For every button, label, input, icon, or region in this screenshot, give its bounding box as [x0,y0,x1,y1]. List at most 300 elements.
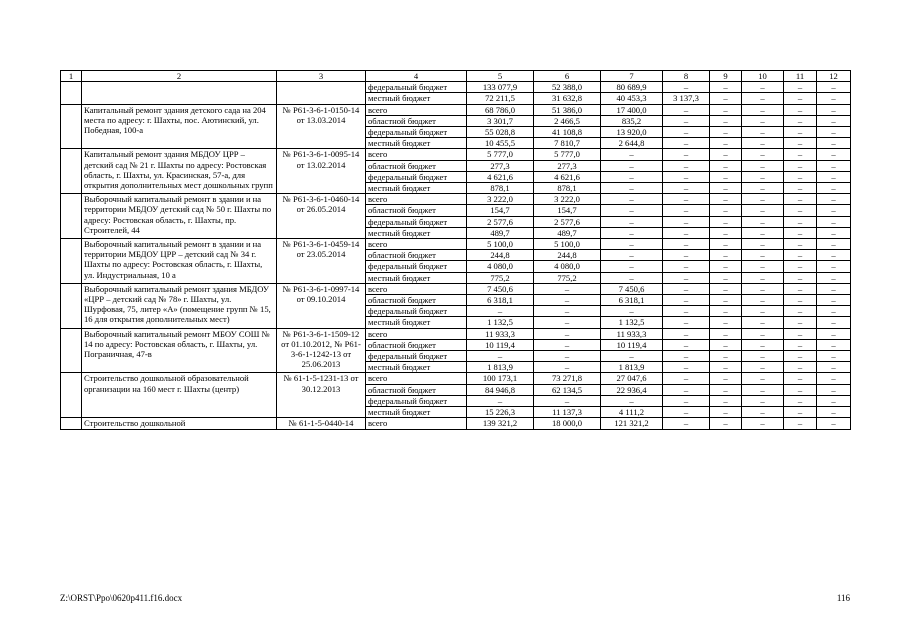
amount-cell: – [817,239,851,250]
amount-cell: – [534,317,601,328]
amount-cell: 10 119,4 [601,339,663,350]
amount-cell: – [817,407,851,418]
amount-cell: – [784,93,817,104]
amount-cell: – [601,216,663,227]
document-number-cell: № 61-1-5-1231-13 от 30.12.2013 [277,373,366,418]
amount-cell: – [663,115,710,126]
amount-cell: – [663,216,710,227]
amount-cell: – [710,272,742,283]
amount-cell: – [663,82,710,93]
amount-cell: – [663,283,710,294]
funding-source-cell: областной бюджет [366,115,467,126]
table-row [61,283,851,294]
amount-cell: – [663,127,710,138]
amount-cell: 277,3 [467,160,534,171]
amount-cell: – [467,351,534,362]
amount-cell: – [784,295,817,306]
document-number-cell [277,82,366,104]
object-name-cell: Выборочный капитальный ремонт в здании и на территории МБДОУ ЦРР – детский сад № 34 г. Шахты по адресу: Ростовская область, г. Шахты, ул. Индустриальная, 10 а [82,239,277,284]
column-header: 8 [663,71,710,82]
amount-cell: – [710,418,742,429]
amount-cell: – [817,373,851,384]
amount-cell: 4 621,6 [467,171,534,182]
document-page [60,70,850,430]
funding-source-cell: местный бюджет [366,362,467,373]
amount-cell: – [742,104,784,115]
amount-cell: 4 080,0 [534,261,601,272]
row-number-cell [61,283,82,328]
amount-cell: – [663,272,710,283]
amount-cell: 72 211,5 [467,93,534,104]
funding-source-cell: местный бюджет [366,407,467,418]
amount-cell: 68 786,0 [467,104,534,115]
amount-cell: 1 813,9 [601,362,663,373]
budget-table [60,70,851,430]
amount-cell: – [742,115,784,126]
amount-cell: – [784,351,817,362]
amount-cell: 4 111,2 [601,407,663,418]
amount-cell: – [601,395,663,406]
amount-cell: – [817,82,851,93]
amount-cell: – [784,194,817,205]
amount-cell: 878,1 [534,183,601,194]
column-header: 2 [82,71,277,82]
row-number-cell [61,373,82,418]
amount-cell: – [817,194,851,205]
funding-source-cell: областной бюджет [366,160,467,171]
amount-cell: – [817,418,851,429]
document-number-cell: № Р61-3-6-1-0459-14 от 23.05.2014 [277,239,366,284]
amount-cell: – [817,328,851,339]
document-number-cell: № Р61-3-6-1-0460-14 от 26.05.2014 [277,194,366,239]
amount-cell: – [710,183,742,194]
amount-cell: – [601,250,663,261]
amount-cell: – [817,227,851,238]
amount-cell: – [817,306,851,317]
table-row [61,194,851,205]
amount-cell: – [742,227,784,238]
amount-cell: – [663,328,710,339]
amount-cell: 17 400,0 [601,104,663,115]
column-header: 4 [366,71,467,82]
funding-source-cell: всего [366,194,467,205]
funding-source-cell: всего [366,149,467,160]
amount-cell: – [601,351,663,362]
table-row [61,104,851,115]
funding-source-cell: областной бюджет [366,384,467,395]
amount-cell: – [784,239,817,250]
object-name-cell: Выборочный капитальный ремонт в здании и на территории МБДОУ детский сад № 50 г. Шахты по адресу: Ростовская область, г. Шахты, пр. Строителей, 44 [82,194,277,239]
amount-cell: 3 222,0 [467,194,534,205]
amount-cell: – [784,149,817,160]
amount-cell: – [710,171,742,182]
amount-cell: 835,2 [601,115,663,126]
amount-cell: – [663,104,710,115]
amount-cell: – [784,317,817,328]
object-name-cell [82,82,277,104]
amount-cell: 84 946,8 [467,384,534,395]
column-header: 11 [784,71,817,82]
amount-cell: 3 137,3 [663,93,710,104]
object-name-cell: Выборочный капитальный ремонт МБОУ СОШ № 14 по адресу: Ростовская область, г. Шахты, ул. Пограничная, 47-в [82,328,277,373]
amount-cell: 775,2 [534,272,601,283]
amount-cell: – [817,351,851,362]
amount-cell: – [784,418,817,429]
amount-cell: 7 450,6 [601,283,663,294]
table-row [61,373,851,384]
amount-cell: – [534,295,601,306]
amount-cell: – [817,395,851,406]
amount-cell: – [663,295,710,306]
amount-cell: 489,7 [534,227,601,238]
amount-cell: – [784,82,817,93]
amount-cell: – [663,149,710,160]
amount-cell: – [710,351,742,362]
amount-cell: – [742,160,784,171]
amount-cell: 27 047,6 [601,373,663,384]
amount-cell: – [710,115,742,126]
funding-source-cell: всего [366,418,467,429]
funding-source-cell: местный бюджет [366,183,467,194]
amount-cell: – [784,407,817,418]
amount-cell: – [534,328,601,339]
column-header: 10 [742,71,784,82]
amount-cell: – [742,328,784,339]
funding-source-cell: федеральный бюджет [366,127,467,138]
amount-cell: – [742,395,784,406]
amount-cell: – [663,317,710,328]
amount-cell: – [710,250,742,261]
amount-cell: – [534,395,601,406]
amount-cell: – [663,138,710,149]
amount-cell: 11 933,3 [601,328,663,339]
funding-source-cell: местный бюджет [366,317,467,328]
amount-cell: – [663,239,710,250]
amount-cell: – [784,104,817,115]
table-row [61,328,851,339]
amount-cell: – [601,227,663,238]
amount-cell: – [817,295,851,306]
column-header: 1 [61,71,82,82]
object-name-cell: Выборочный капитальный ремонт здания МБДОУ «ЦРР – детский сад № 78» г. Шахты, ул. Шурфовая, 75, литер «А» (помещение групп № 15, 16 для открытия дополнительных мест) [82,283,277,328]
amount-cell: – [663,306,710,317]
amount-cell: 31 632,8 [534,93,601,104]
amount-cell: – [710,227,742,238]
column-header: 6 [534,71,601,82]
amount-cell: – [817,261,851,272]
amount-cell: – [710,317,742,328]
amount-cell: 2 466,5 [534,115,601,126]
amount-cell: – [601,261,663,272]
funding-source-cell: местный бюджет [366,93,467,104]
amount-cell: – [710,205,742,216]
column-header: 7 [601,71,663,82]
amount-cell: – [784,395,817,406]
amount-cell: – [817,339,851,350]
amount-cell: – [742,216,784,227]
amount-cell: – [784,373,817,384]
funding-source-cell: федеральный бюджет [366,306,467,317]
document-number-cell: № 61-1-5-0440-14 [277,418,366,429]
amount-cell: 5 100,0 [467,239,534,250]
amount-cell: – [663,407,710,418]
amount-cell: – [784,160,817,171]
amount-cell: – [601,306,663,317]
amount-cell: 11 137,3 [534,407,601,418]
amount-cell: – [663,205,710,216]
amount-cell: – [663,384,710,395]
amount-cell: – [742,283,784,294]
amount-cell: – [817,216,851,227]
funding-source-cell: всего [366,104,467,115]
funding-source-cell: местный бюджет [366,138,467,149]
amount-cell: – [601,239,663,250]
object-name-cell: Строительство дошкольной образовательной организации на 160 мест г. Шахты (центр) [82,373,277,418]
amount-cell: 1 132,5 [601,317,663,328]
amount-cell: 18 000,0 [534,418,601,429]
amount-cell: 277,3 [534,160,601,171]
funding-source-cell: областной бюджет [366,339,467,350]
amount-cell: – [817,160,851,171]
amount-cell: – [817,115,851,126]
amount-cell: – [817,171,851,182]
amount-cell: 775,2 [467,272,534,283]
amount-cell: – [784,328,817,339]
row-number-cell [61,328,82,373]
amount-cell: – [663,362,710,373]
table-row [61,239,851,250]
amount-cell: 5 777,0 [467,149,534,160]
object-name-cell: Строительство дошкольной [82,418,277,429]
amount-cell: – [710,373,742,384]
amount-cell: – [784,362,817,373]
amount-cell: – [534,339,601,350]
amount-cell: – [663,250,710,261]
amount-cell: 1 813,9 [467,362,534,373]
amount-cell: – [663,171,710,182]
amount-cell: – [663,227,710,238]
amount-cell: – [710,295,742,306]
amount-cell: – [742,183,784,194]
document-number-cell: № Р61-3-6-1-0150-14 от 13.03.2014 [277,104,366,149]
funding-source-cell: федеральный бюджет [366,395,467,406]
amount-cell: 41 108,8 [534,127,601,138]
amount-cell: – [817,250,851,261]
amount-cell: 4 621,6 [534,171,601,182]
amount-cell: – [710,216,742,227]
amount-cell: – [710,138,742,149]
amount-cell: – [817,127,851,138]
amount-cell: – [663,261,710,272]
amount-cell: – [467,306,534,317]
amount-cell: – [742,317,784,328]
row-number-cell [61,418,82,429]
header-row [61,71,851,82]
amount-cell: – [710,283,742,294]
amount-cell: – [601,183,663,194]
amount-cell: 154,7 [467,205,534,216]
row-number-cell [61,149,82,194]
amount-cell: – [742,171,784,182]
amount-cell: – [710,261,742,272]
amount-cell: – [534,362,601,373]
amount-cell: 6 318,1 [467,295,534,306]
footer-page-number: 116 [836,593,850,603]
amount-cell: – [601,194,663,205]
amount-cell: – [817,149,851,160]
amount-cell: 2 644,8 [601,138,663,149]
amount-cell: 2 577,6 [467,216,534,227]
funding-source-cell: областной бюджет [366,250,467,261]
amount-cell: 55 028,8 [467,127,534,138]
amount-cell: – [710,339,742,350]
amount-cell: – [663,351,710,362]
amount-cell: – [817,317,851,328]
funding-source-cell: местный бюджет [366,227,467,238]
amount-cell: – [663,373,710,384]
amount-cell: 7 450,6 [467,283,534,294]
column-header: 3 [277,71,366,82]
amount-cell: – [742,261,784,272]
amount-cell: 4 080,0 [467,261,534,272]
funding-source-cell: областной бюджет [366,295,467,306]
amount-cell: 15 226,3 [467,407,534,418]
column-header: 12 [817,71,851,82]
amount-cell: – [710,194,742,205]
amount-cell: – [534,306,601,317]
amount-cell: 154,7 [534,205,601,216]
amount-cell: – [742,272,784,283]
document-number-cell: № Р61-3-6-1-0997-14 от 09.10.2014 [277,283,366,328]
object-name-cell: Капитальный ремонт здания детского сада на 204 места по адресу: г. Шахты, пос. Аютинский, ул. Победная, 100-а [82,104,277,149]
amount-cell: – [784,115,817,126]
amount-cell: – [710,239,742,250]
amount-cell: 2 577,6 [534,216,601,227]
amount-cell: – [742,138,784,149]
amount-cell: – [742,127,784,138]
amount-cell: – [742,407,784,418]
funding-source-cell: федеральный бюджет [366,351,467,362]
amount-cell: – [710,82,742,93]
funding-source-cell: местный бюджет [366,272,467,283]
amount-cell: – [784,339,817,350]
amount-cell: – [742,306,784,317]
amount-cell: – [784,384,817,395]
amount-cell: 244,8 [534,250,601,261]
amount-cell: – [742,373,784,384]
amount-cell: 3 222,0 [534,194,601,205]
amount-cell: – [467,395,534,406]
amount-cell: – [534,351,601,362]
row-number-cell [61,239,82,284]
amount-cell: 139 321,2 [467,418,534,429]
amount-cell: 489,7 [467,227,534,238]
amount-cell: – [742,418,784,429]
row-number-cell [61,194,82,239]
funding-source-cell: федеральный бюджет [366,261,467,272]
amount-cell: – [784,171,817,182]
amount-cell: – [710,395,742,406]
document-number-cell: № Р61-3-6-1-0095-14 от 13.02.2014 [277,149,366,194]
amount-cell: – [817,205,851,216]
amount-cell: 10 455,5 [467,138,534,149]
amount-cell: – [601,160,663,171]
amount-cell: – [534,283,601,294]
amount-cell: – [663,194,710,205]
amount-cell: 133 077,9 [467,82,534,93]
amount-cell: – [710,149,742,160]
column-header: 9 [710,71,742,82]
amount-cell: – [784,216,817,227]
amount-cell: 73 271,8 [534,373,601,384]
amount-cell: – [601,171,663,182]
amount-cell: 5 100,0 [534,239,601,250]
amount-cell: – [742,351,784,362]
amount-cell: 13 920,0 [601,127,663,138]
amount-cell: – [742,82,784,93]
amount-cell: – [710,407,742,418]
amount-cell: 1 132,5 [467,317,534,328]
amount-cell: – [710,127,742,138]
funding-source-cell: областной бюджет [366,205,467,216]
amount-cell: – [742,93,784,104]
amount-cell: – [742,362,784,373]
amount-cell: – [784,272,817,283]
amount-cell: – [742,384,784,395]
row-number-cell [61,82,82,104]
funding-source-cell: федеральный бюджет [366,171,467,182]
amount-cell: 80 689,9 [601,82,663,93]
amount-cell: – [817,384,851,395]
amount-cell: – [784,138,817,149]
funding-source-cell: федеральный бюджет [366,216,467,227]
amount-cell: – [742,205,784,216]
amount-cell: – [784,250,817,261]
funding-source-cell: федеральный бюджет [366,82,467,93]
table-row [61,418,851,429]
amount-cell: 7 810,7 [534,138,601,149]
amount-cell: 10 119,4 [467,339,534,350]
amount-cell: – [817,104,851,115]
amount-cell: 62 134,5 [534,384,601,395]
amount-cell: – [601,149,663,160]
amount-cell: – [710,160,742,171]
amount-cell: – [663,183,710,194]
amount-cell: – [784,227,817,238]
amount-cell: – [784,183,817,194]
amount-cell: – [742,339,784,350]
amount-cell: – [710,104,742,115]
amount-cell: – [784,205,817,216]
funding-source-cell: всего [366,328,467,339]
amount-cell: – [663,339,710,350]
row-number-cell [61,104,82,149]
amount-cell: – [710,306,742,317]
amount-cell: 5 777,0 [534,149,601,160]
footer-file-path: Z:\ORST\Ppo\0620p411.f16.docx [60,593,183,603]
amount-cell: – [817,272,851,283]
amount-cell: – [817,138,851,149]
document-number-cell: № Р61-3-6-1-1509-12 от 01.10.2012, № Р61-3-6-1-1242-13 от 25.06.2013 [277,328,366,373]
amount-cell: – [710,328,742,339]
amount-cell: 22 936,4 [601,384,663,395]
column-header: 5 [467,71,534,82]
amount-cell: – [601,205,663,216]
amount-cell: – [784,306,817,317]
amount-cell: – [817,183,851,194]
table-row [61,82,851,93]
amount-cell: 52 388,0 [534,82,601,93]
